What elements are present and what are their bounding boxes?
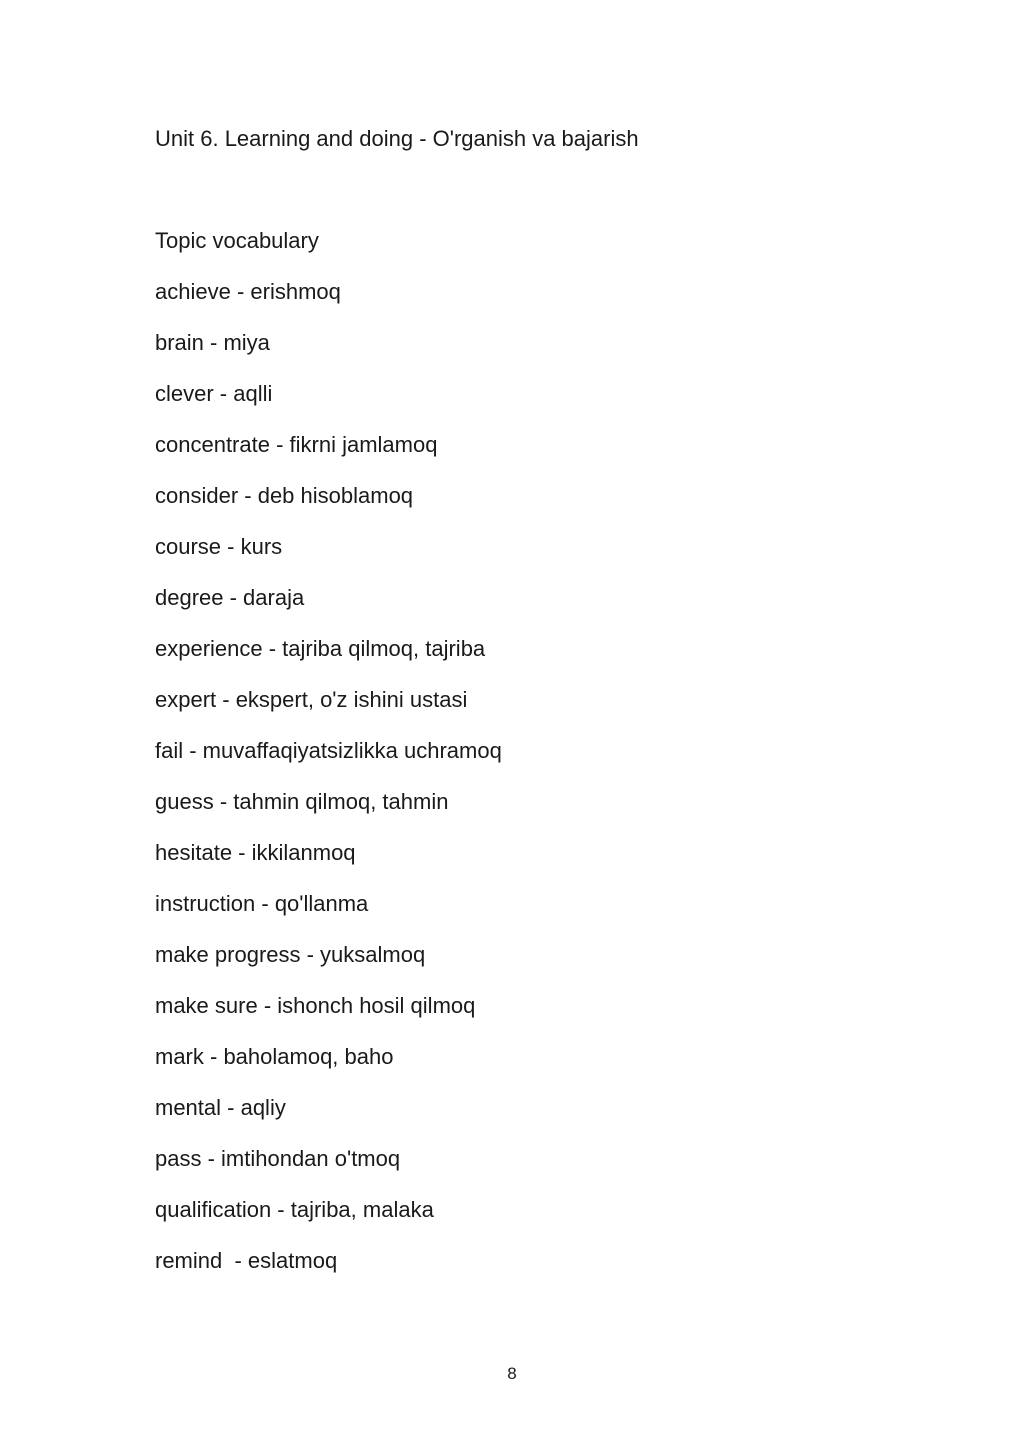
vocabulary-item: mark - baholamoq, baho xyxy=(155,1044,394,1069)
vocabulary-item: hesitate - ikkilanmoq xyxy=(155,840,356,865)
vocabulary-item: mental - aqliy xyxy=(155,1095,286,1120)
vocabulary-item: pass - imtihondan o'tmoq xyxy=(155,1146,401,1171)
vocabulary-item: brain - miya xyxy=(155,330,270,355)
vocabulary-item: course - kurs xyxy=(155,534,283,559)
vocabulary-item: clever - aqlli xyxy=(155,381,273,406)
vocabulary-item: concentrate - fikrni jamlamoq xyxy=(155,432,438,457)
vocabulary-item: instruction - qo'llanma xyxy=(155,891,369,916)
vocabulary-item: qualification - tajriba, malaka xyxy=(155,1197,434,1222)
vocabulary-item: experience - tajriba qilmoq, tajriba xyxy=(155,636,486,661)
section-heading: Topic vocabulary xyxy=(155,228,319,253)
vocabulary-item: degree - daraja xyxy=(155,585,305,610)
page-number: 8 xyxy=(507,1364,517,1383)
vocabulary-item: achieve - erishmoq xyxy=(155,279,341,304)
vocabulary-item: remind - eslatmoq xyxy=(155,1248,338,1273)
vocabulary-item: expert - ekspert, o'z ishini ustasi xyxy=(155,687,468,712)
page-title: Unit 6. Learning and doing - O'rganish va bajarish xyxy=(155,126,639,151)
vocabulary-item: fail - muvaffaqiyatsizlikka uchramoq xyxy=(155,738,502,763)
vocabulary-item: make progress - yuksalmoq xyxy=(155,942,426,967)
vocabulary-item: make sure - ishonch hosil qilmoq xyxy=(155,993,476,1018)
vocabulary-item: guess - tahmin qilmoq, tahmin xyxy=(155,789,449,814)
vocabulary-item: consider - deb hisoblamoq xyxy=(155,483,414,508)
vocabulary-list xyxy=(155,277,502,1297)
